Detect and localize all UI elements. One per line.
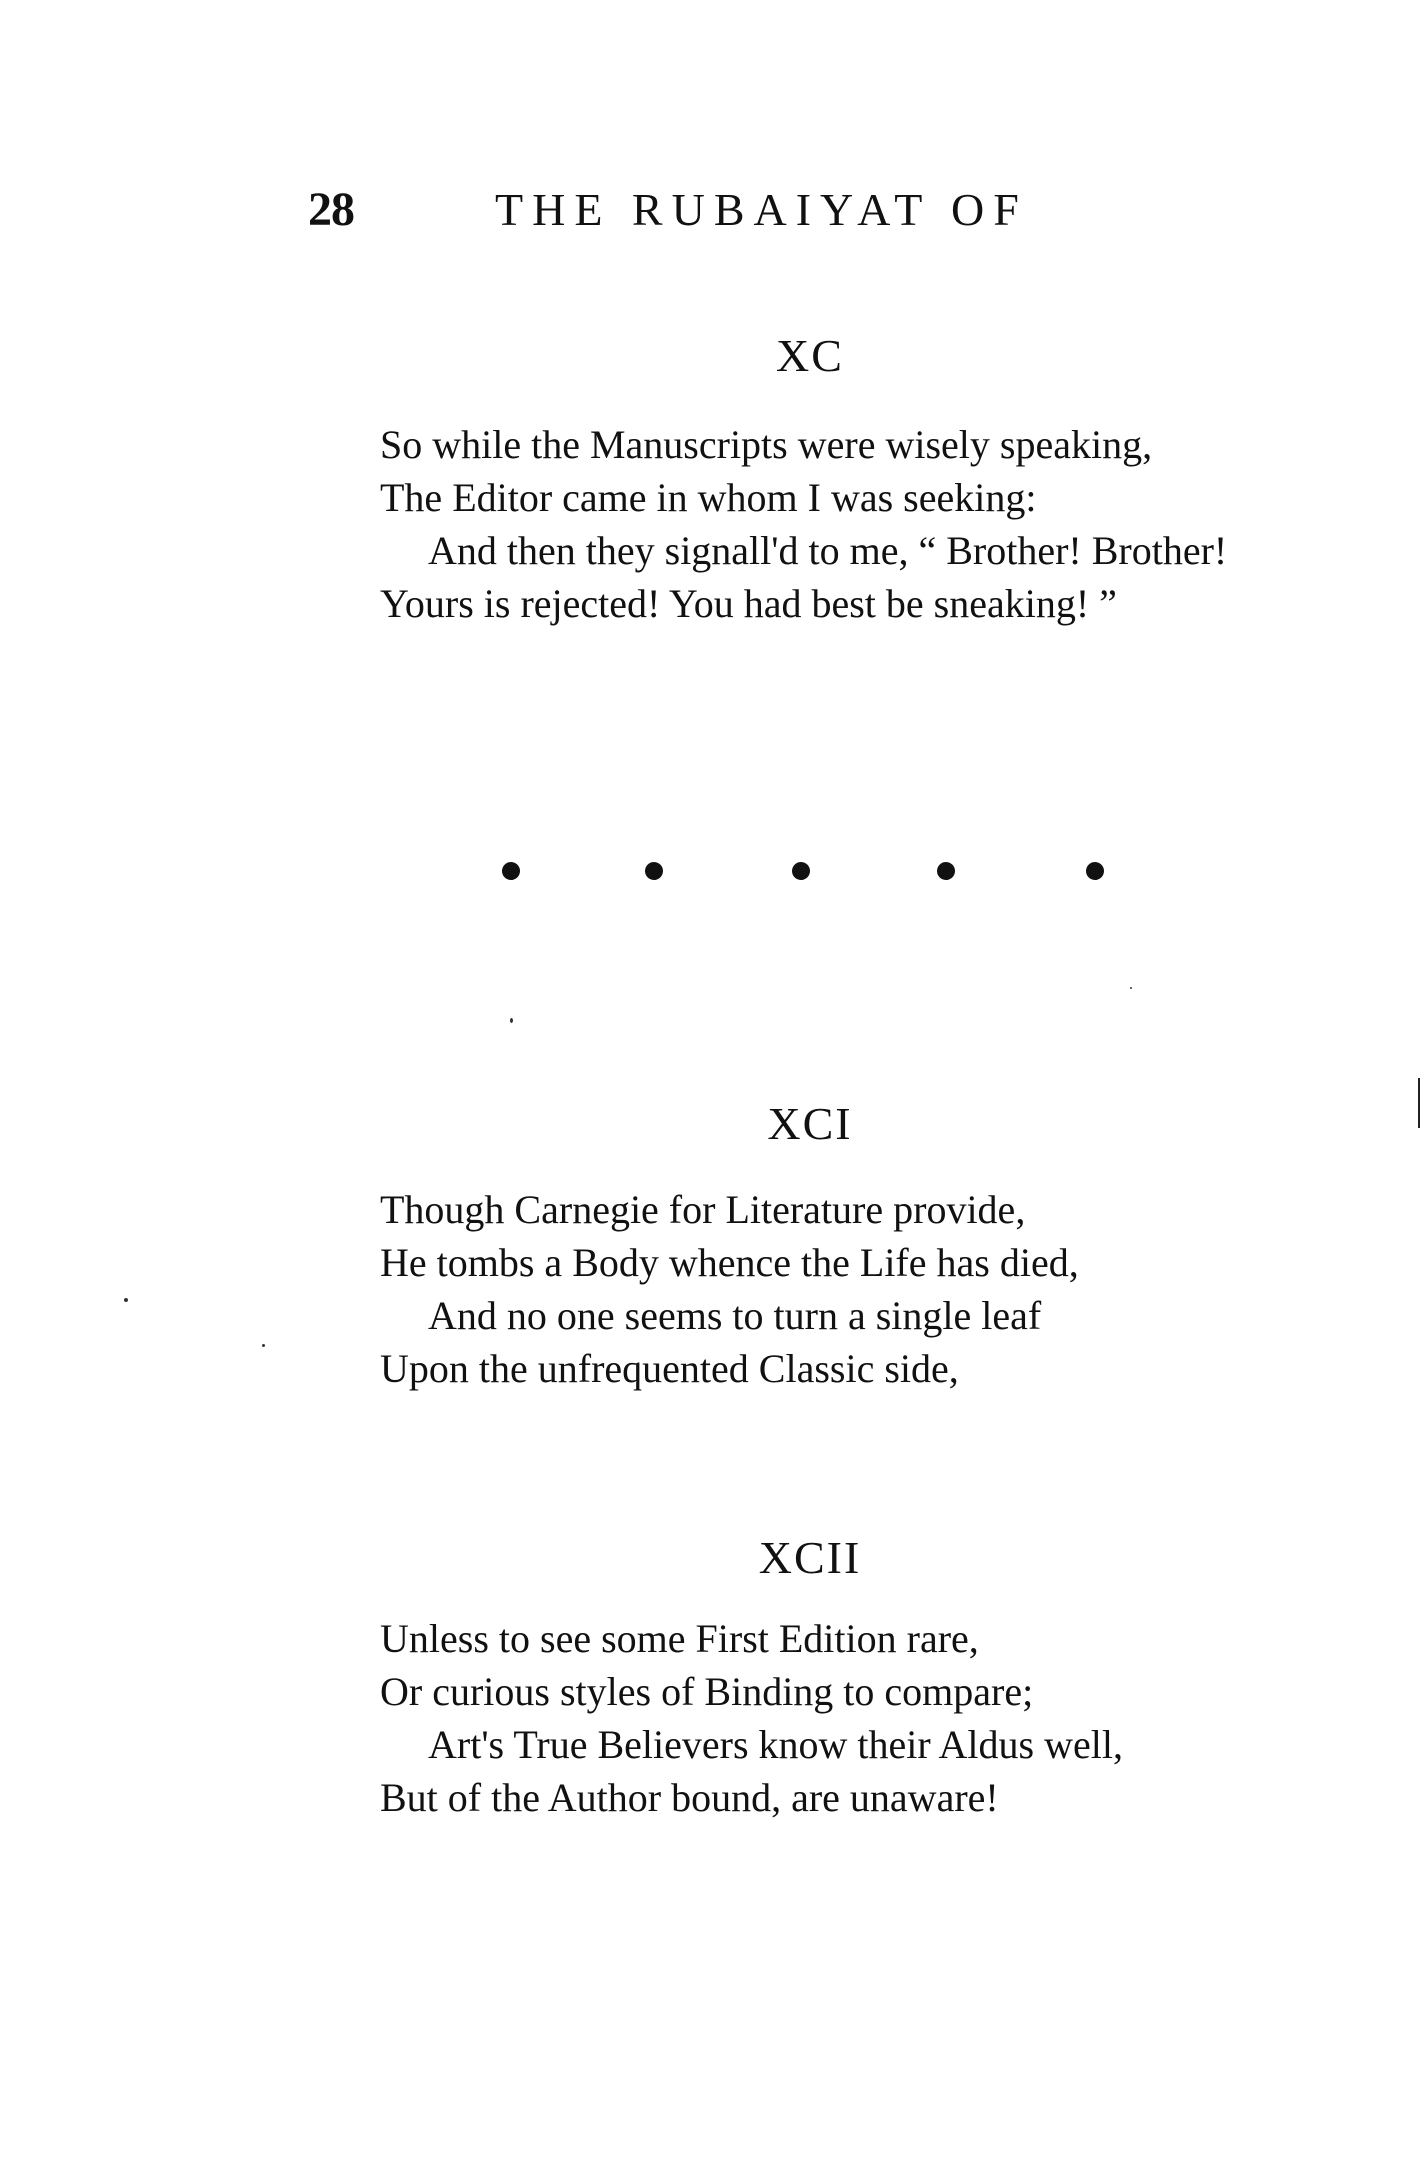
asterisk-dot-icon: [642, 859, 667, 884]
verse-line: Or curious styles of Binding to compare;: [380, 1669, 1034, 1714]
stanza-number-xci: XCI: [767, 1098, 853, 1149]
asterisk-dot-icon: [1083, 859, 1108, 884]
verse-line: But of the Author bound, are unaware!: [380, 1775, 999, 1820]
asterisk-dot-icon: [934, 859, 959, 884]
scan-edge-mark: [1418, 1078, 1420, 1128]
verse-line: Though Carnegie for Literature provide,: [380, 1187, 1026, 1232]
verse-line: The Editor came in whom I was seeking:: [380, 475, 1037, 520]
verse-line: Art's True Believers know their Aldus well,: [428, 1722, 1123, 1767]
scan-speck: [1130, 987, 1132, 989]
verse-line: And then they signall'd to me, “ Brother! Brother!: [428, 528, 1228, 573]
running-head: THE RUBAIYAT OF: [495, 184, 1028, 235]
verse-line: Unless to see some First Edition rare,: [380, 1616, 979, 1661]
asterisk-dot-icon: [789, 859, 814, 884]
stanza-number-xc: XC: [776, 330, 844, 381]
scan-speck: [262, 1344, 265, 1347]
scan-speck: [124, 1298, 128, 1302]
stanza-xci: [380, 1183, 1320, 1395]
stanza-xc: [380, 418, 1320, 630]
page-number: 28: [308, 183, 354, 236]
stanza-number-xcii: XCII: [758, 1532, 862, 1583]
scan-speck: [510, 1018, 513, 1023]
asterisk-dot-icon: [499, 859, 524, 884]
verse-line: He tombs a Body whence the Life has died,: [380, 1240, 1079, 1285]
stanza-xcii: [380, 1612, 1320, 1824]
verse-line: Upon the unfrequented Classic side,: [380, 1346, 959, 1391]
ornament-divider: [485, 862, 1125, 892]
verse-line: And no one seems to turn a single leaf: [428, 1293, 1042, 1338]
verse-line: So while the Manuscripts were wisely speaking,: [380, 422, 1153, 467]
verse-line: Yours is rejected! You had best be sneaking! ”: [380, 581, 1117, 626]
